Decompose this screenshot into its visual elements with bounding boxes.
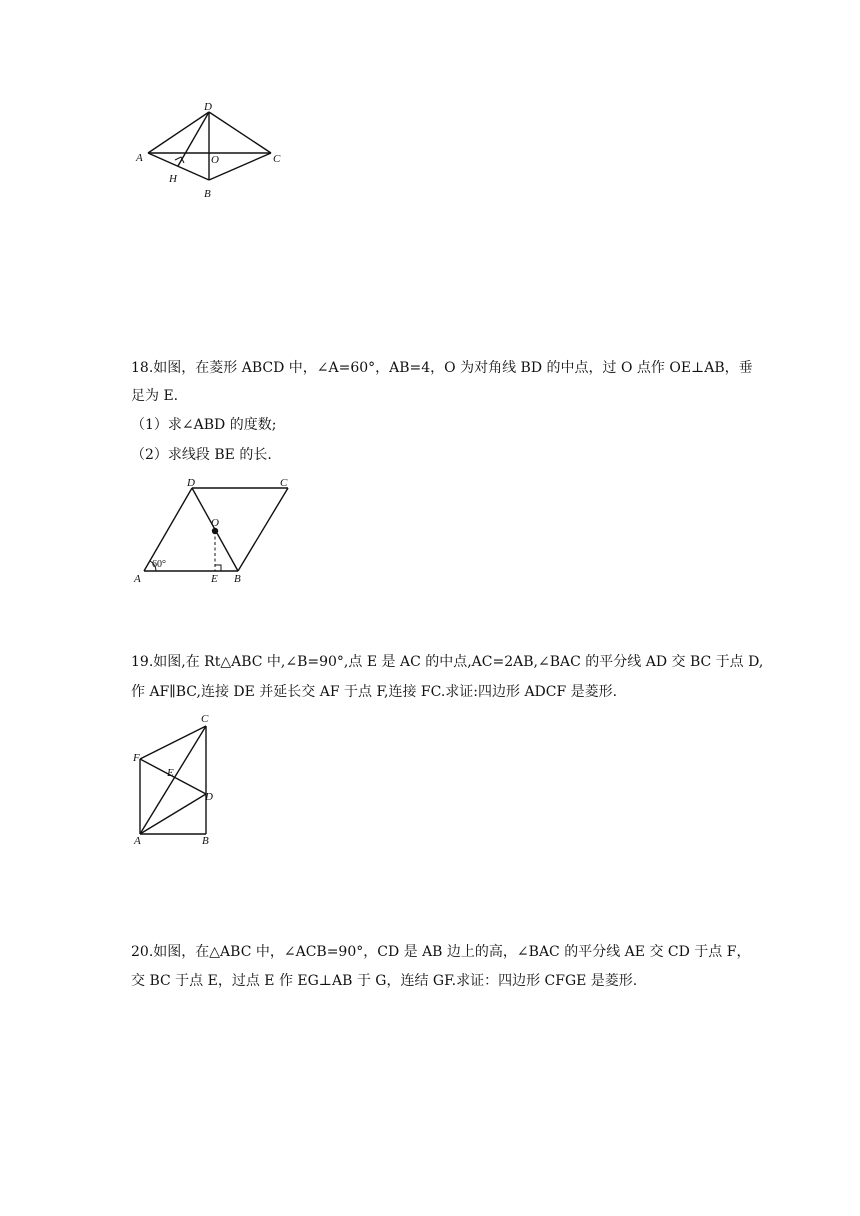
label-c: C <box>273 153 281 165</box>
label-angle-60: 60° <box>152 559 166 570</box>
label-f: F <box>133 752 140 764</box>
problem-18-part-2: （2）求线段 BE 的长. <box>131 447 272 463</box>
problem-19-line-1: 19.如图,在 Rt△ABC 中,∠B=90°,点 E 是 AC 的中点,AC=2AB,∠BAC 的平分线 AD 交 BC 于点 D, <box>131 654 764 670</box>
label-d: D <box>204 101 212 113</box>
figure-rhombus-adcf <box>130 710 230 850</box>
label-o: O <box>211 154 219 166</box>
label-c: C <box>201 713 209 725</box>
label-e: E <box>167 767 174 779</box>
label-d: D <box>205 791 213 803</box>
label-a: A <box>134 573 141 585</box>
problem-20-line-2: 交 BC 于点 E，过点 E 作 EG⊥AB 于 G，连结 GF.求证：四边形 CFGE 是菱形. <box>131 973 638 989</box>
problem-20-line-1: 20.如图，在△ABC 中，∠ACB=90°，CD 是 AB 边上的高，∠BAC 的平分线 AE 交 CD 于点 F， <box>131 944 751 960</box>
label-a: A <box>136 152 143 164</box>
label-b: B <box>202 835 209 847</box>
figure-rhombus-oe <box>130 475 310 590</box>
label-b: B <box>204 188 211 200</box>
label-a: A <box>134 835 141 847</box>
figure-rhombus-dh <box>130 98 290 208</box>
label-o: O <box>211 517 219 529</box>
segment-ad <box>140 794 206 834</box>
problem-18-line-2: 足为 E. <box>131 388 179 404</box>
label-e: E <box>211 573 218 585</box>
problem-19-line-2: 作 AF∥BC,连接 DE 并延长交 AF 于点 F,连接 FC.求证:四边形 ADCF 是菱形. <box>131 684 618 700</box>
segment-dh <box>178 112 209 166</box>
label-d: D <box>187 477 195 489</box>
right-angle-mark-e <box>215 565 221 571</box>
label-c: C <box>280 477 288 489</box>
label-h: H <box>169 173 177 185</box>
problem-18-line-1: 18.如图，在菱形 ABCD 中，∠A=60°，AB=4，O 为对角线 BD 的中点，过 O 点作 OE⊥AB，垂 <box>131 360 753 376</box>
label-b: B <box>234 573 241 585</box>
problem-18-part-1: （1）求∠ABD 的度数; <box>131 417 277 433</box>
